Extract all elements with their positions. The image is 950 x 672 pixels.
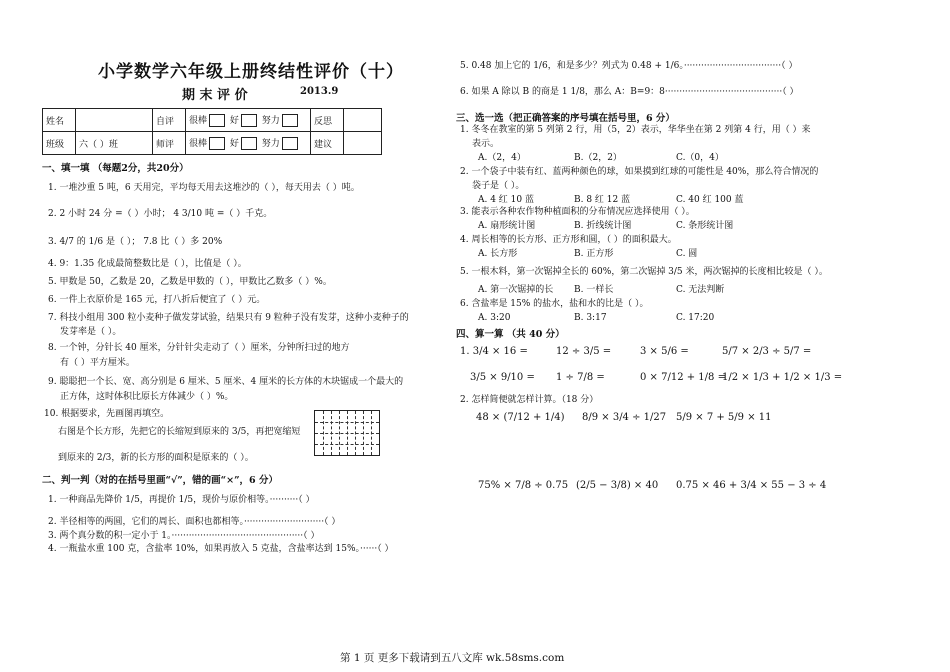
option-3-1-a[interactable]: A.（2，4） bbox=[478, 153, 526, 163]
question-1-7-cont: 发芽率是（ ）。 bbox=[60, 327, 122, 337]
page-title: 小学数学六年级上册终结性评价（十） bbox=[98, 62, 404, 82]
question-1-8-cont: 有（ ）平方厘米。 bbox=[60, 358, 135, 368]
calc-1-8: 1/2 × 1/3 + 1/2 × 1/3 = bbox=[722, 372, 843, 383]
question-1-6: 6. 一件上衣原价是 165 元，打八折后便宜了（ ）元。 bbox=[48, 295, 266, 305]
option-3-3-a[interactable]: A. 扇形统计图 bbox=[478, 221, 536, 231]
option-3-5-c[interactable]: C. 无法判断 bbox=[676, 285, 725, 295]
checkbox[interactable] bbox=[282, 114, 298, 127]
calc-2-5: (2/5 − 3/8) × 40 bbox=[576, 480, 659, 491]
question-1-10-text: 右图是个长方形，先把它的长缩短到原来的 3/5，再把宽缩短 bbox=[58, 427, 301, 437]
option-3-3-c[interactable]: C. 条形统计图 bbox=[676, 221, 734, 231]
name-field[interactable] bbox=[76, 109, 153, 132]
checkbox[interactable] bbox=[282, 137, 298, 150]
self-eval-options bbox=[186, 109, 311, 132]
question-2-3: 3. 两个真分数的积一定小于 1。··············································（ ） bbox=[48, 531, 320, 541]
question-3-1-cont: 表示。 bbox=[472, 139, 500, 149]
option-3-1-c[interactable]: C.（0，4） bbox=[676, 153, 724, 163]
question-1-1: 1. 一堆沙重 5 吨，6 天用完，平均每天用去这堆沙的（ ），每天用去（ ）吨。 bbox=[48, 183, 360, 193]
option-3-5-a[interactable]: A. 第一次锯掉的长 bbox=[478, 285, 554, 295]
option-effort: 努力 bbox=[261, 139, 280, 149]
question-3-3: 3. 能表示各种农作物种植面积的分布情况应选择使用（ ）。 bbox=[460, 207, 695, 217]
table-row bbox=[43, 109, 382, 132]
question-3-5: 5. 一根木料，第一次锯掉全长的 60%，第二次锯掉 3/5 米，两次锯掉的长度相比较是（ ）。 bbox=[460, 267, 828, 277]
question-2-2: 2. 半径相等的两圆，它们的周长、面积也都相等。····························（ ） bbox=[48, 517, 341, 527]
calc-2-3: 5/9 × 7 + 5/9 × 11 bbox=[676, 412, 772, 423]
calc-2-1: 48 × (7/12 + 1/4) bbox=[476, 412, 565, 423]
question-3-4: 4. 周长相等的长方形、正方形和圆，（ ）的面积最大。 bbox=[460, 235, 677, 245]
question-2-5: 5. 0.48 加上它的 1/6，和是多少？列式为 0.48 + 1/6。··································（ ） bbox=[460, 61, 798, 71]
suggestion-label: 建议 bbox=[311, 132, 344, 155]
question-3-1: 1. 冬冬在教室的第 5 列第 2 行，用（5，2）表示，华华坐在第 2 列第 4 行，用（ ）来 bbox=[460, 125, 811, 135]
option-great: 很棒 bbox=[189, 116, 208, 126]
section-choose-title: 三、选一选（把正确答案的序号填在括号里，6 分） bbox=[456, 113, 675, 124]
checkbox[interactable] bbox=[209, 137, 225, 150]
page-subtitle: 期 末 评 价 bbox=[182, 88, 248, 103]
calc-1-1: 1. 3/4 × 16 = bbox=[460, 346, 528, 357]
reflection-field[interactable] bbox=[344, 109, 382, 132]
suggestion-field[interactable] bbox=[344, 132, 382, 155]
calc-2-title: 2. 怎样简便就怎样计算。（18 分） bbox=[460, 395, 599, 405]
section-judge-title: 二、判一判（对的在括号里画“√”，错的画“×”，6 分） bbox=[42, 475, 278, 486]
calc-1-4: 5/7 × 2/3 ÷ 5/7 = bbox=[722, 346, 812, 357]
calc-1-2: 12 ÷ 3/5 = bbox=[556, 346, 612, 357]
option-great: 很棒 bbox=[189, 139, 208, 149]
option-good: 好 bbox=[229, 139, 239, 149]
question-1-2: 2. 2 小时 24 分 =（ ）小时； 4 3/10 吨 =（ ）千克。 bbox=[48, 209, 273, 219]
option-3-1-b[interactable]: B.（2，2） bbox=[574, 153, 622, 163]
checkbox[interactable] bbox=[241, 137, 257, 150]
rectangle-grid-figure bbox=[314, 410, 380, 456]
option-3-4-a[interactable]: A. 长方形 bbox=[478, 249, 518, 259]
question-1-7: 7. 科技小组用 300 粒小麦种子做发芽试验，结果只有 9 粒种子没有发芽，这种小麦种子的 bbox=[48, 313, 409, 323]
calc-1-3: 3 × 5/6 = bbox=[640, 346, 689, 357]
question-3-2-cont: 袋子是（ ）。 bbox=[472, 181, 525, 191]
option-3-4-b[interactable]: B. 正方形 bbox=[574, 249, 614, 259]
teacher-eval-options bbox=[186, 132, 311, 155]
question-1-8: 8. 一个钟，分针长 40 厘米，分针针尖走动了（ ）厘米，分钟所扫过的地方 bbox=[48, 343, 350, 353]
question-1-3: 3. 4/7 的 1/6 是（ ）； 7.8 比（ ）多 20% bbox=[48, 237, 223, 247]
section-fill-title: 一、填一填 （每题2分，共20分） bbox=[42, 163, 189, 174]
calc-1-6: 1 ÷ 7/8 = bbox=[556, 372, 605, 383]
question-2-6: 6. 如果 A 除以 B 的商是 1 1/8，那么 A：B=9：8·········································（ ） bbox=[460, 87, 799, 97]
option-3-6-b[interactable]: B. 3:17 bbox=[574, 313, 607, 323]
checkbox[interactable] bbox=[209, 114, 225, 127]
student-info-table bbox=[42, 108, 382, 155]
option-3-2-b[interactable]: B. 8 红 12 蓝 bbox=[574, 195, 631, 205]
question-1-5: 5. 甲数是 50，乙数是 20，乙数是甲数的（ ），甲数比乙数多（ ）%。 bbox=[48, 277, 332, 287]
reflection-label: 反思 bbox=[311, 109, 344, 132]
class-label: 班级 bbox=[43, 132, 76, 155]
option-3-5-b[interactable]: B. 一样长 bbox=[574, 285, 614, 295]
table-row bbox=[43, 132, 382, 155]
question-2-1: 1. 一种商品先降价 1/5，再提价 1/5，现价与原价相等。··········（ ） bbox=[48, 495, 315, 505]
calc-2-2: 8/9 × 3/4 ÷ 1/27 bbox=[582, 412, 667, 423]
option-3-4-c[interactable]: C. 圆 bbox=[676, 249, 698, 259]
section-calc-title: 四、算一算 （共 40 分） bbox=[456, 329, 565, 340]
question-3-6: 6. 含盐率是 15% 的盐水，盐和水的比是（ ）。 bbox=[460, 299, 649, 309]
option-3-6-a[interactable]: A. 3:20 bbox=[478, 313, 511, 323]
option-3-2-a[interactable]: A. 4 红 10 蓝 bbox=[478, 195, 534, 205]
question-3-2: 2. 一个袋子中装有红、蓝两种颜色的球，如果摸到红球的可能性是 40%，那么符合情况的 bbox=[460, 167, 819, 177]
class-field[interactable]: 六（ ）班 bbox=[76, 132, 153, 155]
option-effort: 努力 bbox=[261, 116, 280, 126]
option-3-6-c[interactable]: C. 17:20 bbox=[676, 313, 715, 323]
calc-1-5: 3/5 × 9/10 = bbox=[470, 372, 535, 383]
option-good: 好 bbox=[229, 116, 239, 126]
self-eval-label: 自评 bbox=[153, 109, 186, 132]
question-1-4: 4. 9：1.35 化成最简整数比是（ ），比值是（ ）。 bbox=[48, 259, 247, 269]
exam-date: 2013.9 bbox=[300, 86, 339, 97]
calc-2-4: 75% × 7/8 ÷ 0.75 bbox=[478, 480, 569, 491]
question-2-4: 4. 一瓶盐水重 100 克，含盐率 10%，如果再放入 5 克盐，含盐率达到 15%。······（ ） bbox=[48, 544, 394, 554]
page-footer: 第 1 页 更多下载请到五八文库 wk.58sms.com bbox=[340, 652, 565, 664]
name-label: 姓名 bbox=[43, 109, 76, 132]
calc-2-6: 0.75 × 46 + 3/4 × 55 − 3 ÷ 4 bbox=[676, 480, 827, 491]
question-1-10-text2: 到原来的 2/3，新的长方形的面积是原来的（ ）。 bbox=[58, 453, 254, 463]
checkbox[interactable] bbox=[241, 114, 257, 127]
option-3-3-b[interactable]: B. 折线统计图 bbox=[574, 221, 632, 231]
calc-1-7: 0 × 7/12 + 1/8 = bbox=[640, 372, 726, 383]
question-1-9-cont: 正方体，这时体积比原长方体减少（ ）%。 bbox=[60, 392, 234, 402]
question-1-10: 10. 根据要求，先画图再填空。 bbox=[44, 409, 170, 419]
option-3-2-c[interactable]: C. 40 红 100 蓝 bbox=[676, 195, 744, 205]
question-1-9: 9. 聪聪把一个长、宽、高分别是 6 厘米、5 厘米、4 厘米的长方体的木块锯成一个最大的 bbox=[48, 377, 404, 387]
teacher-eval-label: 师评 bbox=[153, 132, 186, 155]
